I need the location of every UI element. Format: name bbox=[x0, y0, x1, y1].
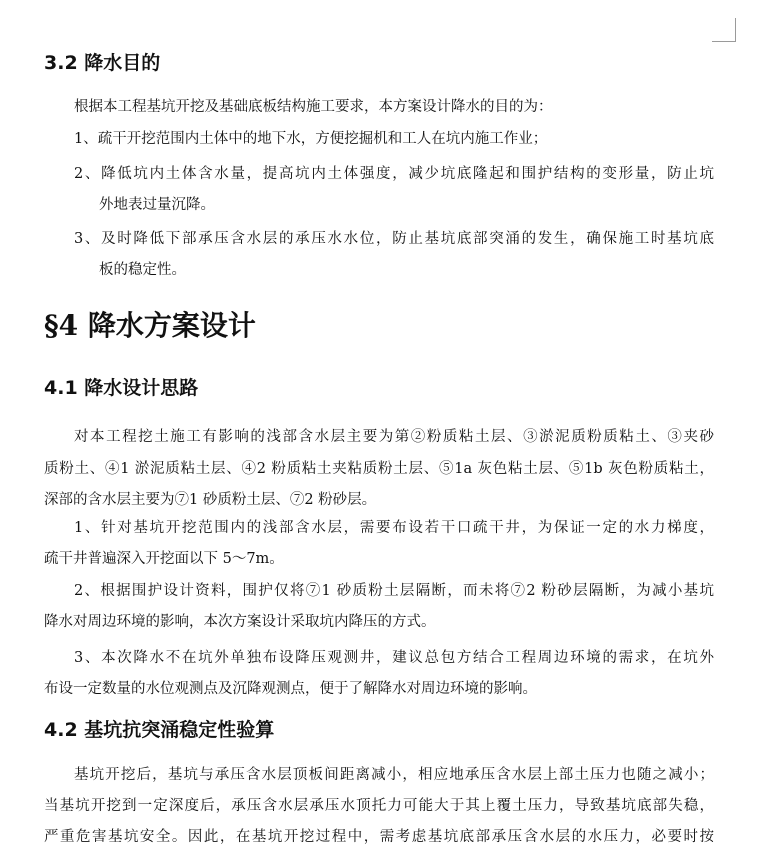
paragraph-4-1-3-line-1: 2、根据围护设计资料，围护仅将⑦1 砂质粉土层隔断，而未将⑦2 粉砂层隔断，为减小基坑 bbox=[74, 583, 714, 599]
paragraph-4-2-1-line-3: 严重危害基坑安全。因此，在基坑开挖过程中，需考虑基坑底部承压含水层的水压力，必要时按 bbox=[44, 829, 714, 845]
paragraph-4-1-2-line-2: 疏干井普遍深入开挖面以下 5～7m。 bbox=[44, 551, 284, 567]
list-item-2-line-1: 2、降低坑内土体含水量，提高坑内土体强度，减少坑底隆起和围护结构的变形量，防止坑 bbox=[74, 166, 714, 182]
list-item-3-line-2: 板的稳定性。 bbox=[99, 262, 186, 278]
paragraph-4-1-3-line-2: 降水对周边环境的影响，本次方案设计采取坑内降压的方式。 bbox=[44, 614, 436, 630]
list-item-2-line-2: 外地表过量沉降。 bbox=[99, 197, 215, 213]
list-item-1-line-1: 1、疏干开挖范围内土体中的地下水，方便挖掘机和工人在坑内施工作业； bbox=[74, 131, 548, 147]
paragraph-4-1-1-line-1: 对本工程挖土施工有影响的浅部含水层主要为第②粉质粘土层、③淤泥质粉质粘土、③夹砂 bbox=[74, 429, 714, 445]
paragraph-4-2-1-line-1: 基坑开挖后，基坑与承压含水层顶板间距离减小，相应地承压含水层上部土压力也随之减小； bbox=[74, 767, 714, 783]
section-3-2-heading: 3.2 降水目的 bbox=[44, 52, 161, 74]
paragraph-4-1-4-line-2: 布设一定数量的水位观测点及沉降观测点，便于了解降水对周边环境的影响。 bbox=[44, 681, 537, 697]
paragraph-4-1-4-line-1: 3、本次降水不在坑外单独布设降压观测井，建议总包方结合工程周边环境的需求，在坑外 bbox=[74, 650, 714, 666]
paragraph-4-1-1-line-2: 质粉土、④1 淤泥质粘土层、④2 粉质粘土夹粘质粉土层、⑤1a 灰色粘土层、⑤1b 灰色粉质粘土， bbox=[44, 461, 714, 477]
page-corner-mark bbox=[712, 18, 736, 42]
paragraph-4-2-1-line-2: 当基坑开挖到一定深度后，承压含水层承压水顶托力可能大于其上覆土压力，导致基坑底部失稳， bbox=[44, 798, 714, 814]
paragraph-4-1-1-line-3: 深部的含水层主要为⑦1 砂质粉土层、⑦2 粉砂层。 bbox=[44, 492, 377, 508]
section-4-1-heading: 4.1 降水设计思路 bbox=[44, 377, 199, 399]
section-4-2-heading: 4.2 基坑抗突涌稳定性验算 bbox=[44, 719, 275, 741]
paragraph-4-1-2-line-1: 1、针对基坑开挖范围内的浅部含水层，需要布设若干口疏干井，为保证一定的水力梯度， bbox=[74, 520, 714, 536]
chapter-4-heading: §4 降水方案设计 bbox=[44, 309, 256, 342]
section-3-2-intro: 根据本工程基坑开挖及基础底板结构施工要求，本方案设计降水的目的为： bbox=[74, 99, 553, 115]
list-item-3-line-1: 3、及时降低下部承压含水层的承压水水位，防止基坑底部突涌的发生，确保施工时基坑底 bbox=[74, 231, 714, 247]
